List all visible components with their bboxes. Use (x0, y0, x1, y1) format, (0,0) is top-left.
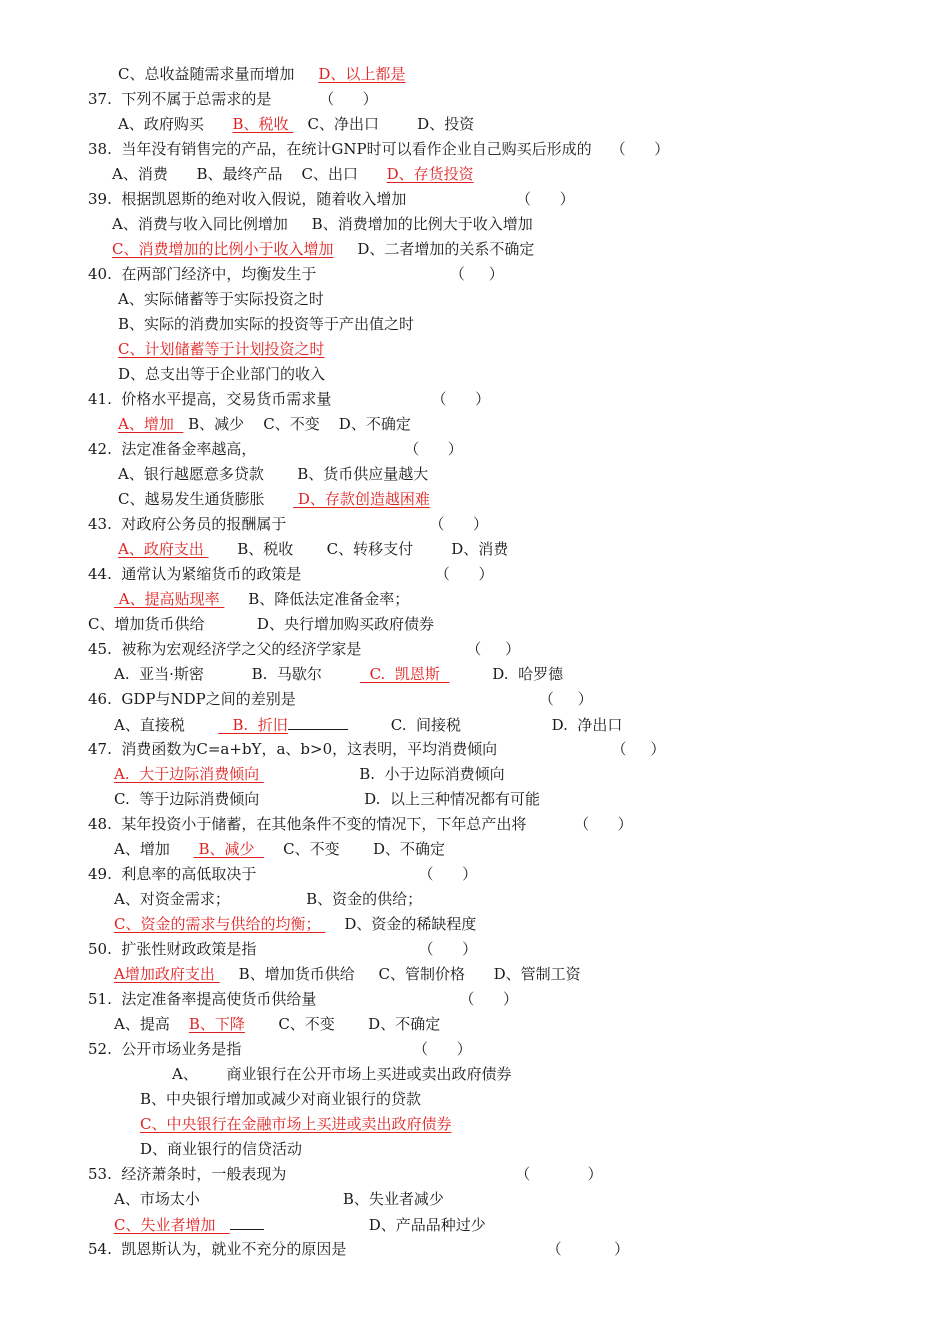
question-line (88, 514, 488, 534)
question-line (88, 264, 504, 284)
question-line (118, 539, 508, 559)
question-text: A、 商业银行在公开市场上买进或卖出政府债券 (172, 1065, 512, 1083)
question-line (118, 339, 324, 359)
question-text: D. 哈罗德 (449, 665, 564, 683)
answer-choice: C、失业者增加 (114, 1216, 230, 1234)
question-text: A、直接税 (114, 716, 219, 734)
question-line (114, 714, 622, 734)
answer-blank (288, 714, 348, 730)
question-text: B、税收 C、转移支付 D、消费 (208, 540, 509, 558)
question-text: B、减少 C、不变 D、不确定 (183, 415, 411, 433)
question-line (140, 1089, 421, 1109)
question-line (114, 789, 540, 809)
question-text: A、银行越愿意多贷款 B、货币供应量越大 (118, 465, 429, 483)
question-text: 53. 经济萧条时，一般表现为 （ ） (88, 1165, 603, 1183)
question-text: 46. GDP与NDP之间的差别是 （ ） (88, 690, 593, 708)
question-line (88, 814, 633, 834)
question-line (114, 664, 563, 684)
question-text: 49. 利息率的高低取决于 （ ） (88, 865, 478, 883)
question-text: 50. 扩张性财政政策是指 （ ） (88, 940, 478, 958)
question-text: A、政府购买 (118, 115, 233, 133)
answer-choice: C、资金的需求与供给的均衡； (114, 915, 326, 933)
question-text: C. 等于边际消费倾向 D. 以上三种情况都有可能 (114, 790, 540, 808)
question-text: C、越易发生通货膨胀 (118, 490, 294, 508)
question-text: 41. 价格水平提高，交易货币需求量 （ ） (88, 390, 491, 408)
question-line (114, 889, 422, 909)
question-text: D、产品品种过少 (263, 1216, 486, 1234)
question-text: A、实际储蓄等于实际投资之时 (118, 290, 324, 308)
question-line (88, 864, 477, 884)
question-line (114, 764, 505, 784)
answer-choice: A. 大于边际消费倾向 (114, 765, 264, 783)
answer-choice: B、税收 (232, 115, 294, 133)
question-line (118, 464, 428, 484)
answer-choice: B、下降 (188, 1015, 245, 1033)
question-line (88, 939, 477, 959)
question-line (88, 1039, 472, 1059)
question-line (88, 189, 575, 209)
answer-choice: A增加政府支出 (114, 965, 220, 983)
question-line (88, 739, 665, 759)
answer-choice: C. 凯恩斯 (360, 665, 450, 683)
question-line (112, 164, 474, 184)
question-text: 42. 法定准备金率越高， （ ） (88, 440, 463, 458)
question-line (140, 1114, 451, 1134)
question-text: 43. 对政府公务员的报酬属于 （ ） (88, 515, 489, 533)
answer-choice: D、存款创造越困难 (293, 490, 430, 508)
question-text: A、增加 (114, 840, 194, 858)
question-line (114, 914, 476, 934)
question-line (88, 139, 669, 159)
question-text: B、增加货币供给 C、管制价格 D、管制工资 (219, 965, 581, 983)
answer-choice: D、以上都是 (318, 65, 406, 83)
question-text: D、总支出等于企业部门的收入 (118, 365, 326, 383)
question-line (118, 289, 324, 309)
question-text: 54. 凯恩斯认为，就业不充分的原因是 （ ） (88, 1240, 630, 1258)
question-line (88, 1164, 602, 1184)
answer-choice: D、存货投资 (386, 165, 474, 183)
question-text: 37. 下列不属于总需求的是 （ ） (88, 90, 378, 108)
answer-choice: A、增加 (118, 415, 184, 433)
question-line (88, 389, 490, 409)
question-text: C、不变 D、不确定 (264, 840, 445, 858)
question-line (88, 639, 520, 659)
question-line (118, 64, 405, 84)
question-line (114, 1214, 486, 1234)
question-text: A、提高 (114, 1015, 189, 1033)
question-text: D、二者增加的关系不确定 (333, 240, 535, 258)
question-line (112, 239, 534, 259)
question-line (114, 839, 445, 859)
question-text: A. 亚当·斯密 B. 马歇尔 (114, 665, 361, 683)
question-line (118, 364, 325, 384)
question-line (114, 1189, 444, 1209)
question-text: 40. 在两部门经济中，均衡发生于 （ ） (88, 265, 504, 283)
question-text: C、不变 D、不确定 (244, 1015, 441, 1033)
question-line (114, 1014, 440, 1034)
question-text: B、实际的消费加实际的投资等于产出值之时 (118, 315, 415, 333)
question-text: C. 间接税 D. 净出口 (347, 716, 623, 734)
question-text: 51. 法定准备率提高使货币供给量 （ ） (88, 990, 519, 1008)
question-line (172, 1064, 511, 1084)
answer-choice: A、政府支出 (118, 540, 209, 558)
answer-choice: B、减少 (193, 840, 265, 858)
question-text: D、资金的稀缺程度 (325, 915, 477, 933)
answer-choice: C、中央银行在金融市场上买进或卖出政府债券 (140, 1115, 452, 1133)
question-text: A、消费 B、最终产品 C、出口 (112, 165, 387, 183)
question-text: 39. 根据凯恩斯的绝对收入假说，随着收入增加 （ ） (88, 190, 575, 208)
question-line (114, 589, 409, 609)
answer-blank (230, 1214, 264, 1230)
question-text: 47. 消费函数为C=a+bY，a、b>0，这表明，平均消费倾向 （ ） (88, 740, 666, 758)
question-text: B、中央银行增加或减少对商业银行的贷款 (140, 1090, 422, 1108)
question-line (88, 1239, 629, 1259)
question-text: A、消费与收入同比例增加 B、消费增加的比例大于收入增加 (112, 215, 533, 233)
question-text: D、商业银行的信贷活动 (140, 1140, 303, 1158)
answer-choice: B. 折旧 (218, 716, 288, 734)
question-text: A、对资金需求； B、资金的供给； (114, 890, 423, 908)
question-line (88, 439, 463, 459)
question-text: A、市场太小 B、失业者减少 (114, 1190, 444, 1208)
question-line (88, 564, 494, 584)
question-line (88, 89, 378, 109)
question-line (118, 414, 411, 434)
question-text: C、总收益随需求量而增加 (118, 65, 319, 83)
question-text: B、降低法定准备金率； (224, 590, 410, 608)
question-line (118, 489, 430, 509)
question-text: 45. 被称为宏观经济学之父的经济学家是 （ ） (88, 640, 521, 658)
question-text: B. 小于边际消费倾向 (263, 765, 505, 783)
question-line (88, 989, 518, 1009)
question-line (88, 614, 434, 634)
question-text: C、净出口 D、投资 (293, 115, 475, 133)
question-line (88, 689, 593, 709)
question-text: 38. 当年没有销售完的产品，在统计GNP时可以看作企业自己购买后形成的 （ ） (88, 140, 670, 158)
question-line (118, 114, 474, 134)
question-line (112, 214, 533, 234)
answer-choice: C、计划储蓄等于计划投资之时 (118, 340, 325, 358)
question-text: 44. 通常认为紧缩货币的政策是 （ ） (88, 565, 494, 583)
question-line (114, 964, 581, 984)
answer-choice: A、提高贴现率 (114, 590, 225, 608)
question-line (118, 314, 414, 334)
question-text: 52. 公开市场业务是指 （ ） (88, 1040, 472, 1058)
question-text: 48. 某年投资小于储蓄，在其他条件不变的情况下，下年总产出将 （ ） (88, 815, 633, 833)
answer-choice: C、消费增加的比例小于收入增加 (112, 240, 334, 258)
question-text: C、增加货币供给 D、央行增加购买政府债券 (88, 615, 434, 633)
question-line (140, 1139, 302, 1159)
